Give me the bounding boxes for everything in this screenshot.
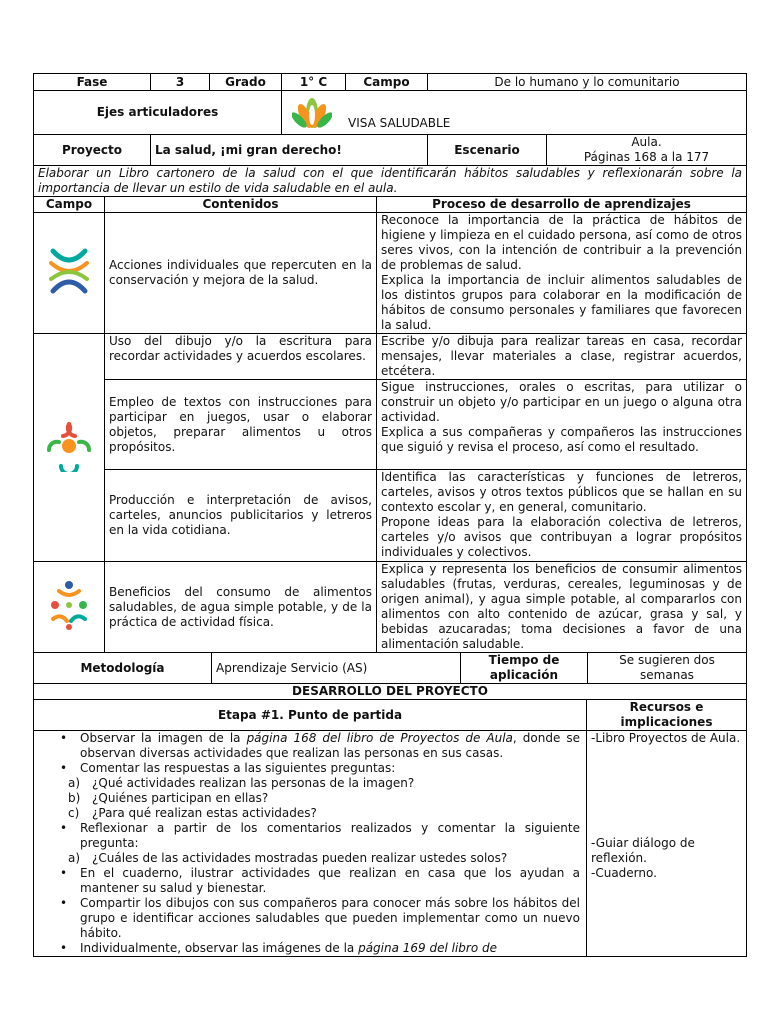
header-table (33, 73, 747, 197)
humano-comunitario-icon (47, 245, 91, 297)
desarrollo-title: DESARROLLO DEL PROYECTO (34, 684, 747, 700)
proceso-cell: Sigue instrucciones, orales o escritas, para utilizar o construir un objeto y/o participar en un juego o alguna otra actividad. Explica a sus compañeras y compañeros las instrucciones que siguió y revisa el proceso, así como el resultado. (377, 380, 747, 470)
campo-cell (34, 213, 105, 334)
vida-saludable-icon (292, 93, 332, 133)
grado-value: 1° C (282, 74, 346, 91)
list-item: • Comentar las respuestas a las siguientes preguntas: a) ¿Qué actividades realizan las personas de la imagen? b) ¿Quiénes participan en ellas? c) ¿Para qué realizan estas actividades? (80, 761, 580, 821)
ejes-cell (282, 91, 747, 135)
proceso-cell: Identifica las características y funciones de letreros, carteles, avisos y otros textos públicos que se hallan en su contexto escolar y, en general, comunitario. Propone ideas para la elaboración colectiva de letreros, carteles y/o avisos que contribuyan a lograr propósitos individuales y colectivos. (377, 470, 747, 562)
recurso-cuaderno: -Cuaderno. (591, 866, 657, 880)
escenario-value (547, 135, 747, 166)
list-subitem: a) ¿Qué actividades realizan las personas de la imagen? (68, 776, 415, 790)
col-header-contenidos: Contenidos (105, 197, 377, 213)
etapa-title: Etapa #1. Punto de partida (34, 700, 587, 731)
campo-label: Campo (346, 74, 428, 91)
planning-sheet (33, 73, 746, 957)
campo-cell (34, 334, 105, 562)
campo-cell (34, 562, 105, 653)
contents-table (33, 196, 747, 653)
activities-cell (34, 731, 587, 957)
lenguajes-icon (43, 420, 95, 472)
list-subitem: c) ¿Para qué realizan estas actividades? (68, 806, 317, 820)
contenido-cell: Uso del dibujo y/o la escritura para recordar actividades y acuerdos escolares. (105, 334, 377, 380)
tiempo-value: Se sugieren dos semanas (588, 653, 747, 684)
recursos-label: Recursos e implicaciones (587, 700, 747, 731)
escenario-line-2: Páginas 168 a la 177 (583, 150, 710, 164)
list-item: • Individualmente, observar las imágenes de la página 169 del libro de (80, 941, 580, 956)
grado-label: Grado (210, 74, 282, 91)
list-item: • Reflexionar a partir de los comentarios realizados y comentar la siguiente pregunta: a) ¿Cuáles de las actividades mostradas pueden realizar ustedes solos? (80, 821, 580, 866)
resources-cell (587, 731, 747, 957)
list-subitem: b) ¿Quiénes participan en ellas? (68, 791, 269, 805)
metodologia-label: Metodología (34, 653, 212, 684)
activity-list (34, 731, 580, 956)
proyecto-label: Proyecto (34, 135, 151, 166)
methodology-table (33, 652, 747, 700)
contenido-cell: Acciones individuales que repercuten en la conservación y mejora de la salud. (105, 213, 377, 334)
proceso-cell: Escribe y/o dibuja para realizar tareas en casa, recordar mensajes, llevar materiales a clase, registrar acuerdos, etcétera. (377, 334, 747, 380)
fase-label: Fase (34, 74, 151, 91)
list-item: • Observar la imagen de la página 168 del libro de Proyectos de Aula, donde se observan diversas actividades que realizan las personas en sus casas. (80, 731, 580, 761)
table-row (34, 380, 747, 470)
tiempo-label: Tiempo de aplicación (461, 653, 588, 684)
ejes-label: Ejes articuladores (34, 91, 282, 135)
table-row (34, 470, 747, 562)
table-row (34, 562, 747, 653)
campo-value: De lo humano y lo comunitario (428, 74, 747, 91)
contenido-cell: Empleo de textos con instrucciones para participar en juegos, usar o elaborar objetos, preparar alimentos u otros propósitos. (105, 380, 377, 470)
escenario-line-1: Aula. (631, 135, 662, 149)
contenido-cell: Beneficios del consumo de alimentos saludables, de agua simple potable, y de la práctica de actividad física. (105, 562, 377, 653)
list-subitem: a) ¿Cuáles de las actividades mostradas pueden realizar ustedes solos? (68, 851, 508, 865)
proyecto-value: La salud, ¡mi gran derecho! (151, 135, 428, 166)
saberes-icon (45, 579, 93, 631)
fase-value: 3 (151, 74, 210, 91)
col-header-campo: Campo (34, 197, 105, 213)
project-objective: Elaborar un Libro cartonero de la salud con el que identificarán hábitos saludables y reflexionarán sobre la importancia de llevar un estilo de vida saludable en el aula. (34, 166, 747, 197)
proceso-cell: Reconoce la importancia de la práctica de hábitos de higiene y limpieza en el cuidado persona, así como de otros seres vivos, con la intención de contribuir a la prevención de problemas de salud. Explica la importancia de incluir alimentos saludables de los distintos grupos para colaborar en la modificación de hábitos de consumo personales y familiares que favorecen la salud. (377, 213, 747, 334)
ejes-value: VISA SALUDABLE (348, 115, 451, 130)
col-header-proceso: Proceso de desarrollo de aprendizajes (377, 197, 747, 213)
list-item: • Compartir los dibujos con sus compañeros para conocer más sobre los hábitos del grupo e identificar acciones saludables que pueden implementar como un nuevo hábito. (80, 896, 580, 941)
table-row (34, 213, 747, 334)
recurso-dialogo: -Guiar diálogo de reflexión. (591, 836, 695, 865)
metodologia-value: Aprendizaje Servicio (AS) (212, 653, 461, 684)
table-row (34, 334, 747, 380)
escenario-label: Escenario (428, 135, 547, 166)
development-table (33, 699, 747, 957)
list-item: • En el cuaderno, ilustrar actividades que realizan en casa que los ayudan a mantener su salud y bienestar. (80, 866, 580, 896)
recurso-libro: -Libro Proyectos de Aula. (591, 731, 741, 745)
proceso-cell: Explica y representa los beneficios de consumir alimentos saludables (frutas, verduras, cereales, leguminosas y de origen animal), y agua simple potable, al compararlos con alimentos con alto contenido de azúcar, grasa y sal, y bebidas azucaradas; toma decisiones a favor de una alimentación saludable. (377, 562, 747, 653)
contenido-cell: Producción e interpretación de avisos, carteles, anuncios publicitarios y letreros en la vida cotidiana. (105, 470, 377, 562)
